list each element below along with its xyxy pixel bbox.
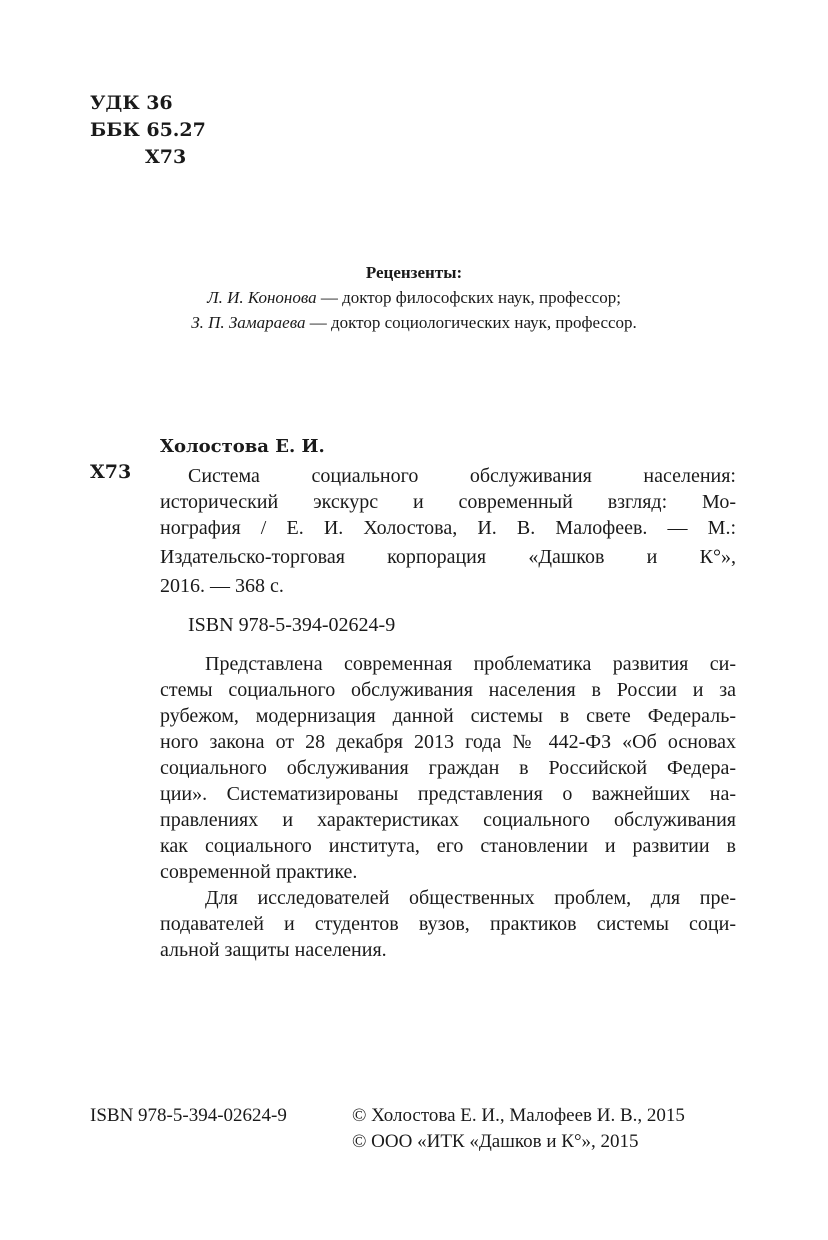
annotation-line: рубежом, модернизация данной системы в свете Федераль- — [160, 705, 736, 727]
copyright-line: © Холостова Е. И., Малофеев И. В., 2015 — [352, 1105, 685, 1126]
reviewer-name: З. П. Замараева — [191, 313, 306, 332]
author-mark-top: Х73 — [145, 146, 187, 168]
reviewer-desc: — доктор социологических наук, профессор. — [305, 313, 637, 332]
annotation-line: современной практике. — [160, 861, 358, 883]
bbk-code: ББК 65.27 — [90, 119, 206, 141]
reviewer-line — [100, 310, 728, 335]
annotation-line: Представлена современная проблематика развития си- — [205, 653, 736, 675]
annotation-line: альной защиты населения. — [160, 939, 387, 961]
reviewers-heading: Рецензенты: — [365, 263, 463, 282]
reviewer-line — [100, 285, 728, 310]
annotation-line: социального обслуживания граждан в Российской Федера- — [160, 757, 736, 779]
annotation-line: как социального института, его становлении и развитии в — [160, 835, 736, 857]
udk-code: УДК 36 — [90, 92, 173, 114]
description-line: нография / Е. И. Холостова, И. В. Малофеев. — М.: — [160, 517, 736, 539]
annotation-line: стемы социального обслуживания населения в России и за — [160, 679, 736, 701]
entry-author: Холостова Е. И. — [160, 436, 325, 457]
annotation-line: Для исследователей общественных проблем, для пре- — [205, 887, 736, 909]
description-line: 2016. — 368 с. — [160, 575, 284, 597]
entry-isbn: ISBN 978-5-394-02624-9 — [188, 614, 396, 636]
entry-author-mark: Х73 — [90, 461, 132, 483]
copyright-line: © ООО «ИТК «Дашков и К°», 2015 — [352, 1131, 639, 1152]
reviewer-desc: — доктор философских наук, профессор; — [316, 288, 621, 307]
annotation-line: ного закона от 28 декабря 2013 года № 442-ФЗ «Об основах — [160, 731, 736, 753]
reviewer-name: Л. И. Кононова — [207, 288, 317, 307]
annotation-line: правлениях и характеристиках социального обслуживания — [160, 809, 736, 831]
description-line: исторический экскурс и современный взгляд: Мо- — [160, 491, 736, 513]
description-line: Система социального обслуживания населения: — [188, 465, 736, 487]
footer-isbn: ISBN 978-5-394-02624-9 — [90, 1105, 287, 1126]
annotation-line: ции». Систематизированы представления о важнейших на- — [160, 783, 736, 805]
reviewers-block — [100, 260, 728, 335]
description-line: Издательско-торговая корпорация «Дашков и К°», — [160, 546, 736, 568]
annotation-line: подавателей и студентов вузов, практиков системы соци- — [160, 913, 736, 935]
